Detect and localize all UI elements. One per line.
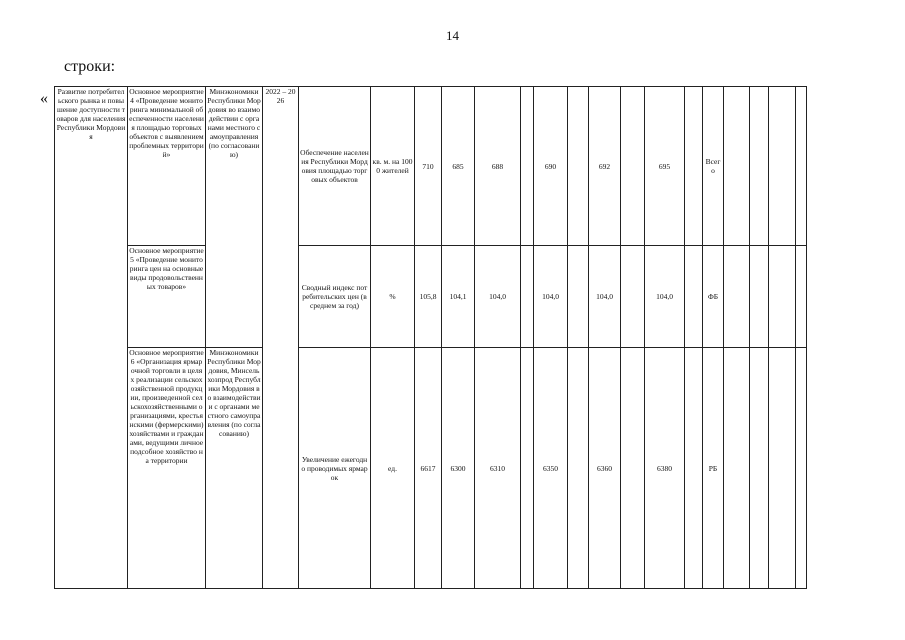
value-cell: 6300 — [442, 348, 475, 589]
empty-cell — [568, 246, 589, 348]
table-row — [55, 87, 807, 246]
unit-cell: % — [371, 246, 415, 348]
table-row — [55, 348, 807, 589]
executor-cell: Минэкономики Республики Мордовия, Минсельхозпрод Республики Мордовия во взаимодействии с органами местного самоуправления (по согласованию) — [206, 348, 263, 589]
empty-cell — [769, 246, 796, 348]
value-cell: 104,0 — [645, 246, 685, 348]
empty-cell — [769, 87, 796, 246]
value-cell: 104,0 — [534, 246, 568, 348]
empty-cell — [521, 87, 534, 246]
empty-cell — [750, 348, 769, 589]
page-number: 14 — [446, 28, 459, 43]
event-cell: Основное мероприятие 4 «Проведение мониторинга минимальной обеспеченности населения площадью торговых объектов с выявлением проблемных территорий» — [128, 87, 206, 246]
value-cell: 688 — [475, 87, 521, 246]
value-cell: 692 — [589, 87, 621, 246]
value-cell: 105,8 — [415, 246, 442, 348]
period-cell: 2022 – 2026 — [263, 87, 299, 589]
event-cell: Основное мероприятие 5 «Проведение мониторинга цен на основные виды продовольственных товаров» — [128, 246, 206, 348]
empty-cell — [685, 246, 703, 348]
empty-cell — [724, 87, 750, 246]
empty-cell — [796, 246, 807, 348]
table-row — [55, 246, 807, 348]
empty-cell — [568, 348, 589, 589]
empty-cell — [685, 348, 703, 589]
value-cell: 6380 — [645, 348, 685, 589]
value-cell: 104,1 — [442, 246, 475, 348]
empty-cell — [724, 246, 750, 348]
empty-cell — [568, 87, 589, 246]
empty-cell — [621, 348, 645, 589]
value-cell: 685 — [442, 87, 475, 246]
value-cell: 695 — [645, 87, 685, 246]
program-table — [54, 86, 807, 589]
unit-cell: кв. м. на 1000 жителей — [371, 87, 415, 246]
empty-cell — [769, 348, 796, 589]
indicator-cell: Обеспечение населения Республики Мордовия площадью торговых объектов — [299, 87, 371, 246]
source-cell: РБ — [703, 348, 724, 589]
unit-cell: ед. — [371, 348, 415, 589]
source-cell: Всего — [703, 87, 724, 246]
empty-cell — [521, 246, 534, 348]
empty-cell — [621, 246, 645, 348]
empty-cell — [621, 87, 645, 246]
value-cell: 6350 — [534, 348, 568, 589]
empty-cell — [796, 348, 807, 589]
event-cell: Основное мероприятие 6 «Организация ярмарочной торговли в целях реализации сельскохозяйственной продукции, произведенной сельскохозяйственными организациями, крестьянскими (фермерскими) хозяйствами и гражданами, ведущими личное подсобное хозяйство на территории — [128, 348, 206, 589]
value-cell: 690 — [534, 87, 568, 246]
empty-cell — [521, 348, 534, 589]
value-cell: 104,0 — [589, 246, 621, 348]
value-cell: 6617 — [415, 348, 442, 589]
value-cell: 710 — [415, 87, 442, 246]
executor-cell: Минэкономики Республики Мордовия во взаимодействии с органами местного самоуправления (по согласованию) — [206, 87, 263, 348]
opening-quote-mark: « — [40, 90, 48, 107]
empty-cell — [724, 348, 750, 589]
source-cell: ФБ — [703, 246, 724, 348]
indicator-cell: Сводный индекс потребительских цен (в среднем за год) — [299, 246, 371, 348]
empty-cell — [796, 87, 807, 246]
empty-cell — [685, 87, 703, 246]
section-heading: строки: — [64, 58, 116, 75]
value-cell: 6360 — [589, 348, 621, 589]
empty-cell — [750, 87, 769, 246]
indicator-cell: Увеличение ежегодно проводимых ярмарок — [299, 348, 371, 589]
goal-cell: Развитие потребительского рынка и повышение доступности товаров для населения Республики Мордовия — [55, 87, 128, 589]
value-cell: 104,0 — [475, 246, 521, 348]
empty-cell — [750, 246, 769, 348]
value-cell: 6310 — [475, 348, 521, 589]
